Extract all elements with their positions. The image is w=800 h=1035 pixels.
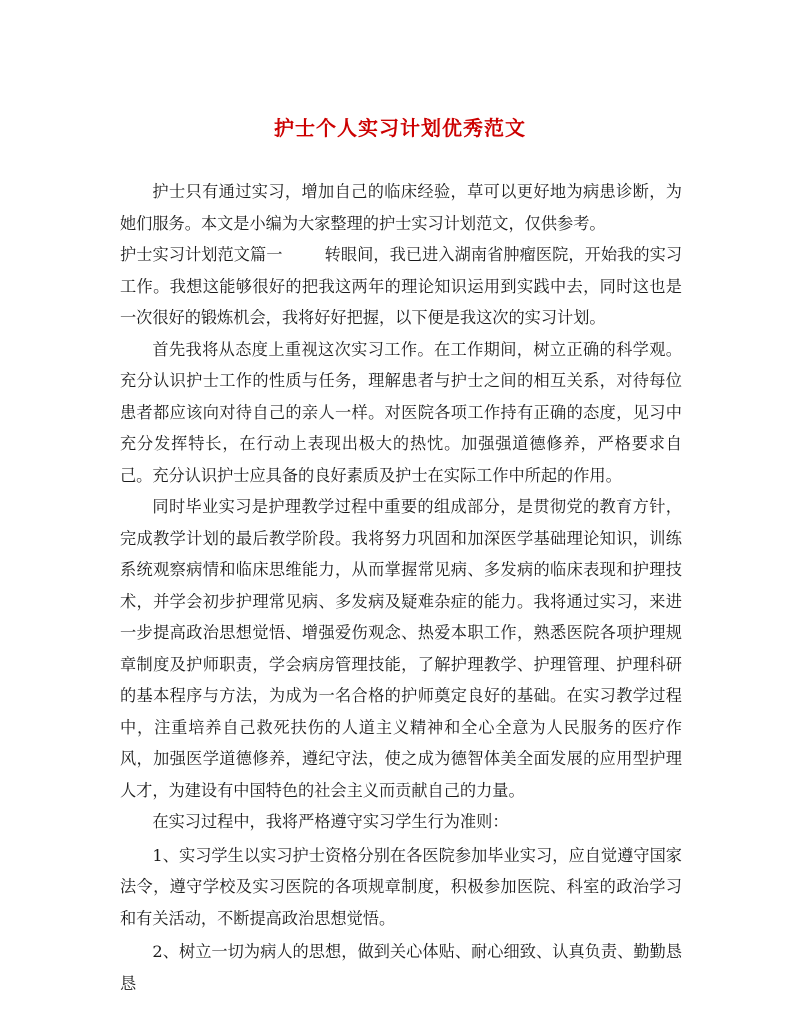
- intro-paragraph: 护士只有通过实习，增加自己的临床经验，草可以更好地为病患诊断，为她们服务。本文是小编为大家整理的护士实习计划范文，仅供参考。: [120, 182, 682, 233]
- document-body: [120, 176, 682, 999]
- body-paragraph-graduation: 同时毕业实习是护理教学过程中重要的组成部分，是贯彻党的教育方针，完成教学计划的最后教学阶段。我将努力巩固和加深医学基础理论知识，训练系统观察病情和临床思维能力，从而掌握常见病、多发病的临床表现和护理技术，并学会初步护理常见病、多发病及疑难杂症的能力。我将通过实习，来进一步提高政治思想觉悟、增强爱伤观念、热爱本职工作，熟悉医院各项护理规章制度及护师职责，学会病房管理技能，了解护理教学、护理管理、护理科研的基本程序与方法，为成为一名合格的护师奠定良好的基础。在实习教学过程中，注重培养自己救死扶伤的人道主义精神和全心全意为人民服务的医疗作风，加强医学道德修养，遵纪守法，使之成为德智体美全面发展的应用型护理人才，为建设有中国特色的社会主义而贡献自己的力量。: [120, 497, 682, 800]
- section-label: 护士实习计划范文篇一: [120, 245, 283, 264]
- section-paragraph: [120, 239, 682, 334]
- body-paragraph-attitude: 首先我将从态度上重视这次实习工作。在工作期间，树立正确的科学观。充分认识护士工作的性质与任务，理解患者与护士之间的相互关系，对待每位患者都应该向对待自己的亲人一样。对医院各项工作持有正确的态度，见习中充分发挥特长，在行动上表现出极大的热忱。加强强道德修养，严格要求自己。充分认识护士应具备的良好素质及护士在实际工作中所起的作用。: [120, 339, 682, 485]
- document-title: 护士个人实习计划优秀范文: [274, 116, 526, 140]
- section-text: 转眼间，我已进入湖南省肿瘤医院，开始我的实习工作。我想这能够很好的把我这两年的理论知识运用到实践中去，同时这也是一次很好的锻炼机会，我将好好把握，以下便是我这次的实习计划。: [120, 245, 683, 327]
- body-paragraph-rule-1: 1、实习学生以实习护士资格分别在各医院参加毕业实习，应自觉遵守国家法令，遵守学校及实习医院的各项规章制度，积极参加医院、科室的政治学习和有关活动，不断提高政治思想觉悟。: [120, 845, 682, 928]
- body-paragraph-rules-intro: 在实习过程中，我将严格遵守实习学生行为准则：: [152, 812, 509, 831]
- body-paragraph-rule-2: 2、树立一切为病人的思想，做到关心体贴、耐心细致、认真负责、勤勤恳恳: [120, 942, 682, 993]
